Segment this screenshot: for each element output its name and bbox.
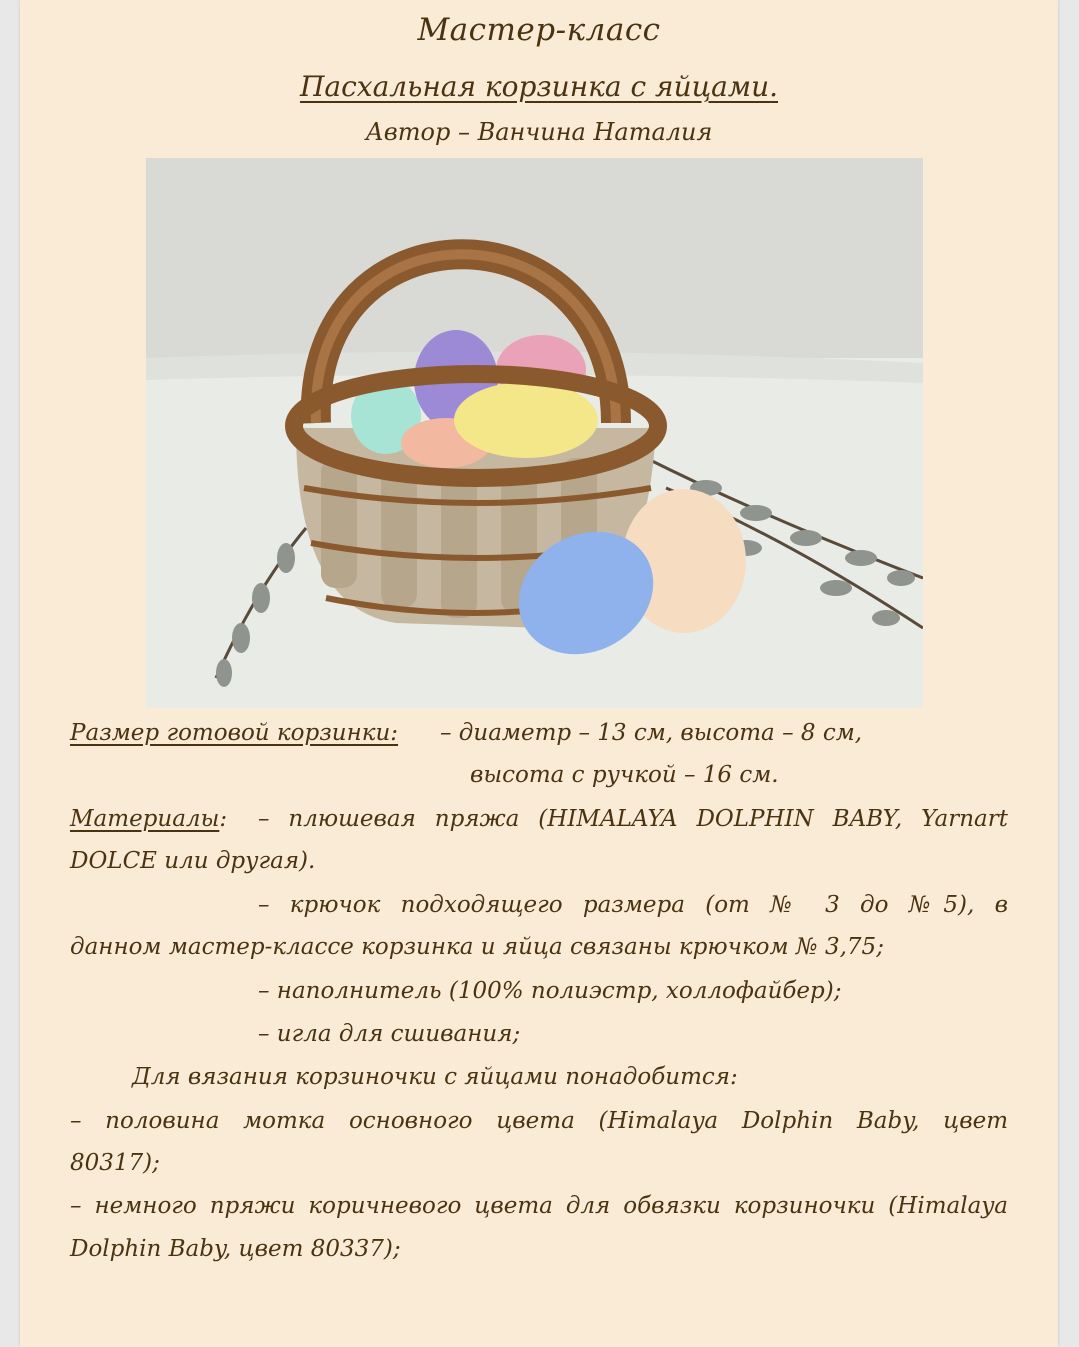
materials-label: Материалы: [70, 806, 220, 832]
item-2-line-2: Dolphin Baby, цвет 80337);: [70, 1236, 401, 1262]
size-label: Размер готовой корзинки:: [70, 720, 399, 746]
author-line: Автор – Ванчина Наталия: [365, 118, 713, 146]
document-page: [20, 0, 1058, 1347]
item-1-line-1: – половина мотка основного цвета (Himalaya Dolphin Baby, цвет: [70, 1108, 1008, 1134]
materials-heading: [70, 806, 227, 832]
yarn-line-2: DOLCE или другая).: [70, 848, 316, 874]
item-2-line-1: – немного пряжи коричневого цвета для обвязки корзиночки (Himalaya: [70, 1193, 1008, 1219]
materials-colon: :: [219, 806, 228, 832]
page-title: Мастер-класс: [417, 12, 661, 48]
size-line-2: высота с ручкой – 16 см.: [470, 762, 779, 788]
needle-line: – игла для сшивания;: [258, 1021, 521, 1047]
page-subtitle: Пасхальная корзинка с яйцами.: [299, 70, 779, 103]
filler-line: – наполнитель (100% полиэстр, холлофайбер);: [258, 978, 842, 1004]
yarn-line-1: – плюшевая пряжа (HIMALAYA DOLPHIN BABY, Yarnart: [258, 806, 1008, 832]
hook-line-2: данном мастер-классе корзинка и яйца связаны крючком № 3,75;: [70, 934, 884, 960]
size-line-1: – диаметр – 13 см, высота – 8 см,: [440, 720, 863, 746]
item-1-line-2: 80317);: [70, 1150, 160, 1176]
easter-basket-photo: [146, 158, 923, 708]
requirements-intro: Для вязания корзиночки с яйцами понадобится:: [132, 1064, 738, 1090]
hook-line-1: – крючок подходящего размера (от № 3 до №5), в: [258, 892, 1008, 918]
